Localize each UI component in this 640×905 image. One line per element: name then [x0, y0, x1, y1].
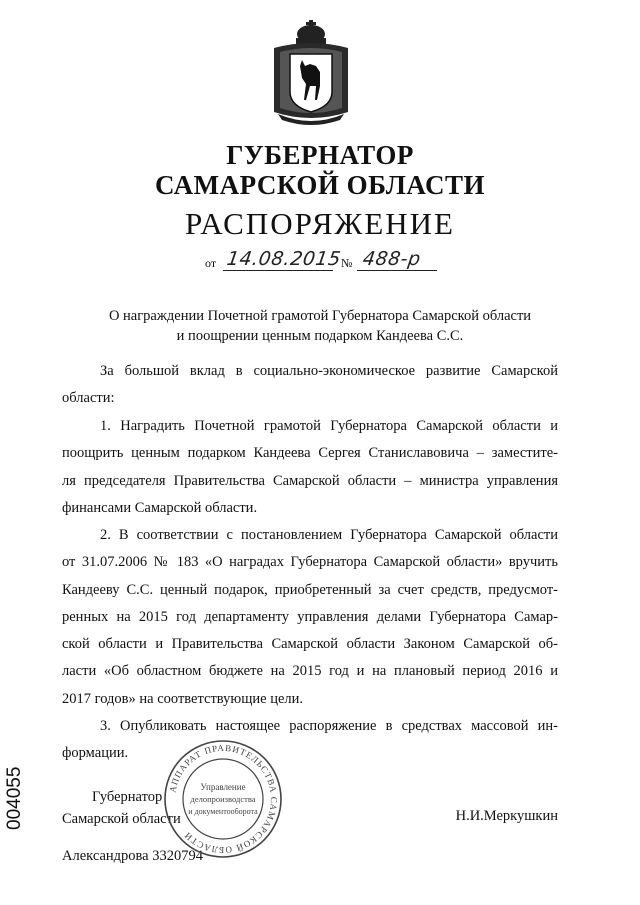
text-line: от 31.07.2006 № 183 «О наградах Губернатора Самарской области» вручить — [62, 554, 558, 571]
stamp-inner-line: делопроизводства — [190, 794, 256, 804]
paragraph-item-1 — [62, 413, 558, 522]
document-type: РАСПОРЯЖЕНИЕ — [185, 206, 455, 241]
text-line: поощрить ценным подарком Кандеева Сергея Станиславовича – заместите- — [62, 445, 558, 462]
office-stamp — [162, 738, 284, 860]
stamp-ring-text: АППАРАТ ПРАВИТЕЛЬСТВА САМАРСКОЙ ОБЛАСТИ — [167, 742, 280, 856]
text-line: За большой вклад в социально-экономическое развитие Самарской — [100, 363, 558, 379]
stamp-inner-line: Управление — [200, 782, 246, 792]
date-number-line — [205, 250, 445, 274]
text-line: 2. В соответствии с постановлением Губернатора Самарской области — [100, 527, 558, 543]
handwritten-date: 14.08.2015 — [225, 248, 343, 270]
document-subject — [60, 306, 580, 346]
number-underline — [357, 270, 437, 271]
text-line: 2017 годов» на соответствующие цели. — [62, 690, 304, 707]
text-line: области: — [62, 390, 115, 407]
text-line: ренных на 2015 год департаменту управления делами Губернатора Самар- — [62, 608, 558, 625]
text-line: ской области и Правительства Самарской области Законом Самарской об- — [62, 636, 558, 653]
text-line: формации. — [62, 745, 129, 762]
signatory-name: Н.И.Меркушкин — [455, 808, 558, 824]
stamp-inner-line: и документооборота — [188, 807, 258, 816]
paragraph-item-3 — [62, 713, 558, 768]
subject-line: О награждении Почетной грамотой Губернатора Самарской области — [108, 308, 532, 324]
paragraph-item-2 — [62, 522, 558, 713]
executor-contact: Александрова 3320794 — [62, 848, 203, 864]
handwritten-number: 488-р — [361, 248, 423, 270]
number-label: № — [341, 256, 353, 270]
subject-line: и поощрении ценным подарком Кандеева С.С. — [176, 328, 464, 344]
text-line: ля председателя Правительства Самарской области – министра управления — [62, 472, 558, 489]
date-label: от — [205, 256, 217, 270]
date-underline — [223, 270, 333, 271]
serial-number: 004055 — [4, 766, 25, 830]
issuer-title-line2: САМАРСКОЙ ОБЛАСТИ — [154, 170, 486, 200]
intro-paragraph — [62, 358, 558, 413]
coat-of-arms-icon — [270, 20, 352, 128]
text-line: 1. Наградить Почетной грамотой Губернатора Самарской области и — [100, 418, 558, 434]
signatory-position-line1: Губернатор — [92, 789, 163, 805]
text-line: 3. Опубликовать настоящее распоряжение в средствах массовой ин- — [100, 718, 558, 734]
issuer-title-line1: ГУБЕРНАТОР — [226, 140, 414, 170]
text-line: ласти «Об областном бюджете на 2015 год и на плановый период 2016 и — [62, 663, 558, 680]
signatory-position-line2: Самарской области — [62, 811, 181, 827]
text-line: Кандееву С.С. ценный подарок, приобретенный за счет средств, предусмот- — [62, 581, 558, 598]
text-line: финансами Самарской области. — [62, 499, 258, 516]
